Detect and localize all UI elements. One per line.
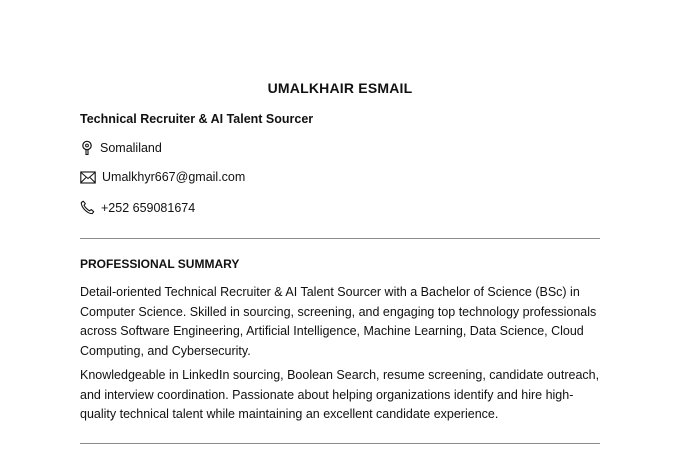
section-divider: [80, 238, 600, 239]
envelope-icon: [80, 171, 96, 184]
job-title: Technical Recruiter & AI Talent Sourcer: [80, 112, 314, 126]
section-divider-bottom: [80, 443, 600, 444]
phone-text: +252 659081674: [101, 200, 196, 215]
candidate-name: UMALKHAIR ESMAIL: [267, 80, 413, 96]
summary-paragraph-1: Detail-oriented Technical Recruiter & AI Talent Sourcer with a Bachelor of Science (BSc) in Computer Science. Skilled in sourcing, screening, and engaging top technology professionals across Software Engineering, Artificial Intelligence, Machine Learning, Data Science, Cloud Computing, and Cybersecurity.: [80, 285, 597, 358]
summary-paragraph-2: Knowledgeable in LinkedIn sourcing, Boolean Search, resume screening, candidate outreach, and interview coordination. Passionate about helping organizations identify and hire high-quality technical talent while maintaining an excellent candidate experience.: [80, 368, 600, 421]
phone-icon: [80, 200, 95, 215]
contact-location: [80, 140, 162, 156]
location-text: Somaliland: [100, 141, 162, 155]
map-pin-icon: [80, 140, 94, 156]
contact-phone: [80, 200, 195, 215]
contact-email: [80, 170, 245, 184]
email-link[interactable]: Umalkhyr667@gmail.com: [102, 170, 246, 184]
section-heading-professional-summary: PROFESSIONAL SUMMARY: [80, 257, 240, 271]
